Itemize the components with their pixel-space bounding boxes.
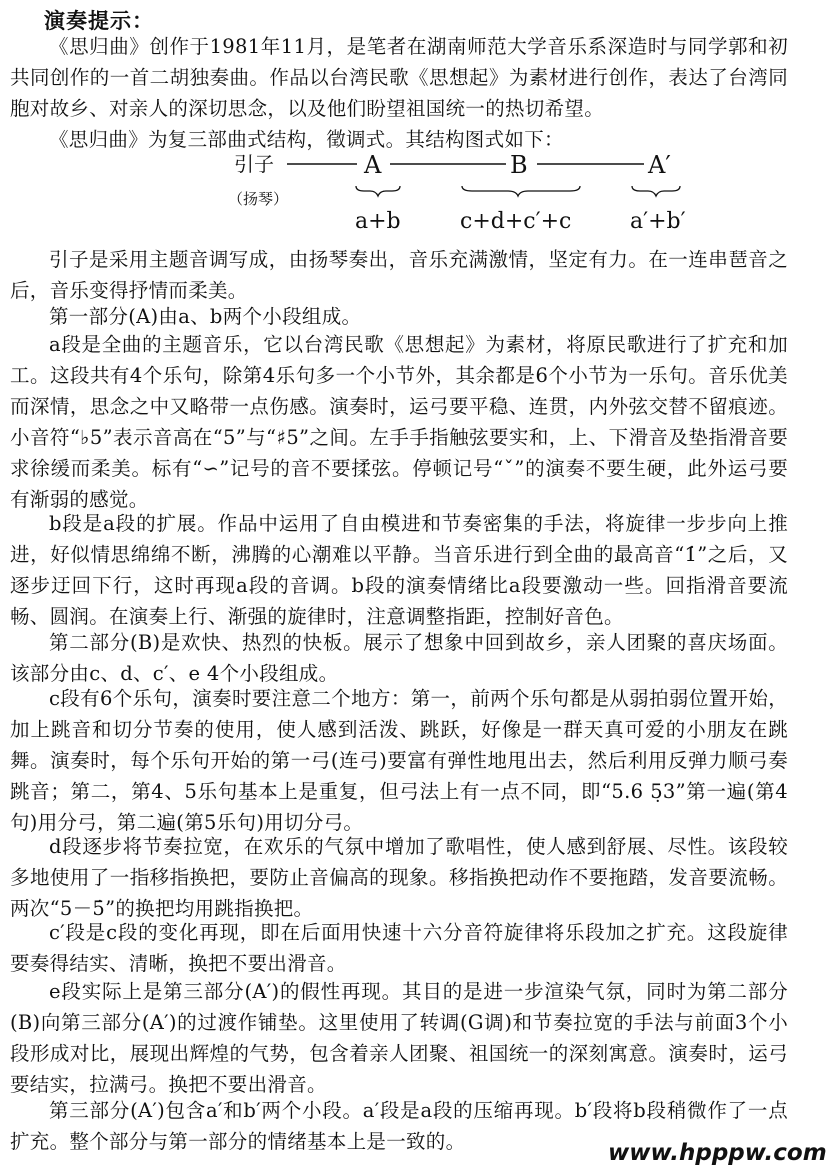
section-a-prime-label: A′ — [648, 151, 671, 179]
section-a-paragraph: a段是全曲的主题音乐，它以台湾民歌《思想起》为素材，将原民歌进行了扩充和加工。这段共有4个乐句，除第4乐句多一个小节外，其余都是6个小节为一乐句。音乐优美而深情，思念之中又略带一点伤感。演奏时，运弓要平稳、连贯，内外弦交替不留痕迹。小音符“♭5”表示音高在“5”与“♯5”之间。左手手指触弦要实和，上、下滑音及垫指滑音要求徐缓而柔美。标有“∽”记号的音不要揉弦。停顿记号“ˇ”的演奏不要生硬，此外运弓要有渐弱的感觉。 — [10, 333, 788, 512]
brace-a-prime — [632, 186, 680, 196]
section-c-prime-paragraph: c′段是c段的变化再现，即在后面用快速十六分音符旋律将乐段加之扩充。这段旋律要奏得结实、清晰，换把不要出滑音。 — [10, 921, 788, 976]
group-a-label: a+b — [355, 209, 401, 234]
group-b-label: c+d+c′+c — [460, 209, 572, 234]
part-one-paragraph: 第一部分(A)由a、b两个小段组成。 — [49, 305, 362, 328]
section-b-paragraph: b段是a段的扩展。作品中运用了自由模进和节奏密集的手法，将旋律一步步向上推进，好似情思绵绵不断，沸腾的心潮难以平静。当音乐进行到全曲的最高音“1̇”之后，又逐步迂回下行，这时再现a段的音调。b段的演奏情绪比a段要激动一些。回指滑音要流畅、圆润。在演奏上行、渐强的旋律时，注意调整指距，控制好音色。 — [10, 512, 788, 629]
group-a-prime-label: a′+b′ — [630, 209, 686, 234]
part-two-paragraph: 第二部分(B)是欢快、热烈的快板。展示了想象中回到故乡，亲人团聚的喜庆场面。该部分由c、d、c′、e 4个小段组成。 — [10, 631, 788, 686]
intro-paragraph: 《思归曲》创作于1981年11月，是笔者在湖南师范大学音乐系深造时与同学郭和初共同创作的一首二胡独奏曲。作品以台湾民歌《思想起》为素材进行创作，表达了台湾同胞对故乡、对亲人的深切思念，以及他们盼望祖国统一的热切希望。 — [10, 35, 788, 121]
section-b-label: B — [510, 151, 528, 179]
intro-instrument-label: （扬琴） — [228, 190, 289, 208]
structure-intro-paragraph: 《思归曲》为复三部曲式结构，徵调式。其结构图式如下： — [49, 128, 564, 151]
section-a-label: A — [364, 151, 382, 179]
structure-diagram — [0, 150, 800, 245]
part-three-paragraph: 第三部分(A′)包含a′和b′两个小段。a′段是a段的压缩再现。b′段将b段稍微作了一点扩充。整个部分与第一部分的情绪基本上是一致的。 — [10, 1099, 788, 1154]
brace-b — [462, 186, 580, 196]
intro-description-paragraph: 引子是采用主题音调写成，由扬琴奏出，音乐充满激情，坚定有力。在一连串琶音之后，音乐变得抒情而柔美。 — [10, 248, 788, 303]
brace-a — [356, 186, 400, 196]
section-c-paragraph: c段有6个乐句，演奏时要注意二个地方：第一，前两个乐句都是从弱拍弱位置开始，加上跳音和切分节奏的使用，使人感到活泼、跳跃，好像是一群天真可爱的小朋友在跳舞。演奏时，每个乐句开始的第一弓(连弓)要富有弹性地甩出去，然后利用反弹力顺弓奏跳音；第二，第4、5乐句基本上是重复，但弓法上有一点不同，即“5.6 5̣3”第一遍(第4句)用分弓，第二遍(第5乐句)用切分弓。 — [10, 687, 788, 835]
site-watermark: www.hpppw.com — [608, 1140, 827, 1166]
section-e-paragraph: e段实际上是第三部分(A′)的假性再现。其目的是进一步渲染气氛，同时为第二部分(B)向第三部分(A′)的过渡作铺垫。这里使用了转调(G调)和节奏拉宽的手法与前面3个小段形成对比，展现出辉煌的气势，包含着亲人团聚、祖国统一的深刻寓意。演奏时，运弓要结实，拉满弓。换把不要出滑音。 — [10, 980, 788, 1097]
section-d-paragraph: d段逐步将节奏拉宽，在欢乐的气氛中增加了歌唱性，使人感到舒展、尽性。该段较多地使用了一指移指换把，要防止音偏高的现象。移指换把动作不要拖踏，发音要流畅。两次“5－5̇”的换把均用跳指换把。 — [10, 835, 788, 921]
section-heading: 演奏提示： — [44, 9, 154, 33]
intro-label: 引子 — [234, 152, 274, 176]
